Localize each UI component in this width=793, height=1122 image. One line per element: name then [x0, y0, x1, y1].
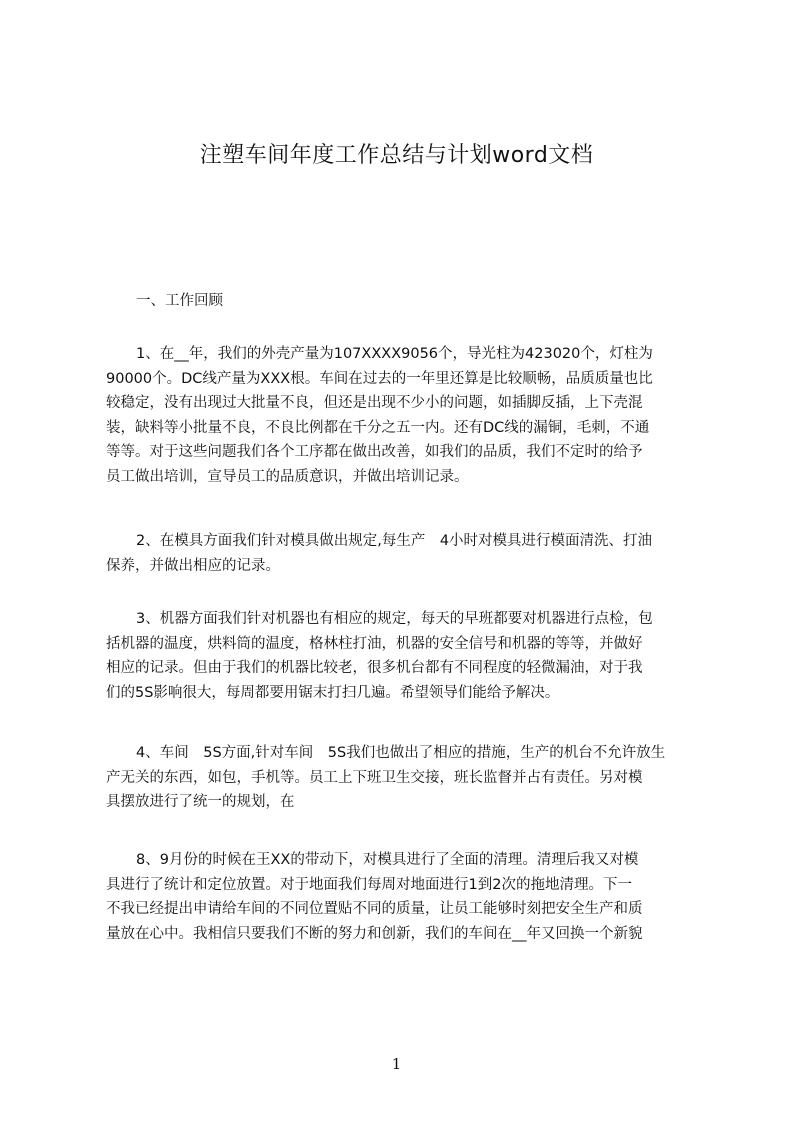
paragraph-line: 们的5S影响很大，每周都要用锯末打扫几遍。希望领导们能给予解决。: [106, 684, 560, 701]
paragraph-line: 3、机器方面我们针对机器也有相应的规定，每天的早班都要对机器进行点检，包: [136, 611, 653, 627]
paragraph-line: 2、在模具方面我们针对模具做出规定,每生产 4小时对模具进行模面清洗、打油: [136, 533, 653, 549]
document-title: 注塑车间年度工作总结与计划word文档: [199, 143, 594, 168]
paragraph-1: [106, 342, 710, 489]
paragraph-3: [106, 607, 710, 705]
paragraph-line: 产无关的东西，如包，手机等。员工上下班卫生交接，班长监督并占有责任。另对模: [106, 769, 643, 786]
paragraph-line: 员工做出培训，宣导员工的品质意识，并做出培训记录。: [106, 468, 469, 485]
paragraph-line: 较稳定，没有出现过大批量不良，但还是出现不少小的问题，如插脚反插，上下壳混: [106, 395, 643, 411]
paragraph-line: 等等。对于这些问题我们各个工序都在做出改善，如我们的品质，我们不定时的给予: [106, 444, 643, 460]
paragraph-line: 保养，并做出相应的记录。: [106, 557, 280, 574]
paragraph-5: [106, 848, 710, 946]
paragraph-line: 不我已经提出申请给车间的不同位置贴不同的质量，让员工能够时刻把安全生产和质: [106, 901, 643, 917]
paragraph-line: 4、车间 5S方面,针对车间 5S我们也做出了相应的措施，生产的机台不允许放生: [136, 745, 666, 761]
paragraph-line: 具进行了统计和定位放置。对于地面我们每周对地面进行1到2次的拖地清理。下一: [106, 876, 632, 893]
page-number: 1: [391, 1055, 402, 1073]
paragraph-line: 装，缺料等小批量不良，不良比例都在千分之五一内。还有DC线的漏铜，毛刺，不通: [106, 419, 650, 436]
paragraph-line: 90000个。DC线产量为XXX根。车间在过去的一年里还算是比较顺畅，品质质量也比: [106, 370, 653, 387]
section-heading: 一、工作回顾: [136, 293, 223, 309]
paragraph-line: 括机器的温度，烘料筒的温度，格林柱打油，机器的安全信号和机器的等等，并做好: [106, 635, 643, 652]
paragraph-4: [106, 741, 710, 815]
paragraph-line: 8、9月份的时候在王XX的带动下，对模具进行了全面的清理。清理后我又对模: [136, 852, 639, 868]
paragraph-2: [106, 529, 710, 578]
paragraph-line: 相应的记录。但由于我们的机器比较老，很多机台都有不同程度的轻微漏油，对于我: [106, 660, 643, 676]
paragraph-line: 量放在心中。我相信只要我们不断的努力和创新，我们的车间在__年又回换一个新貌: [106, 925, 643, 942]
paragraph-line: 1、在__年，我们的外壳产量为107XXXX9056个，导光柱为423020个，灯柱为: [136, 346, 653, 362]
paragraph-line: 具摆放进行了统一的规划，在: [106, 794, 295, 810]
